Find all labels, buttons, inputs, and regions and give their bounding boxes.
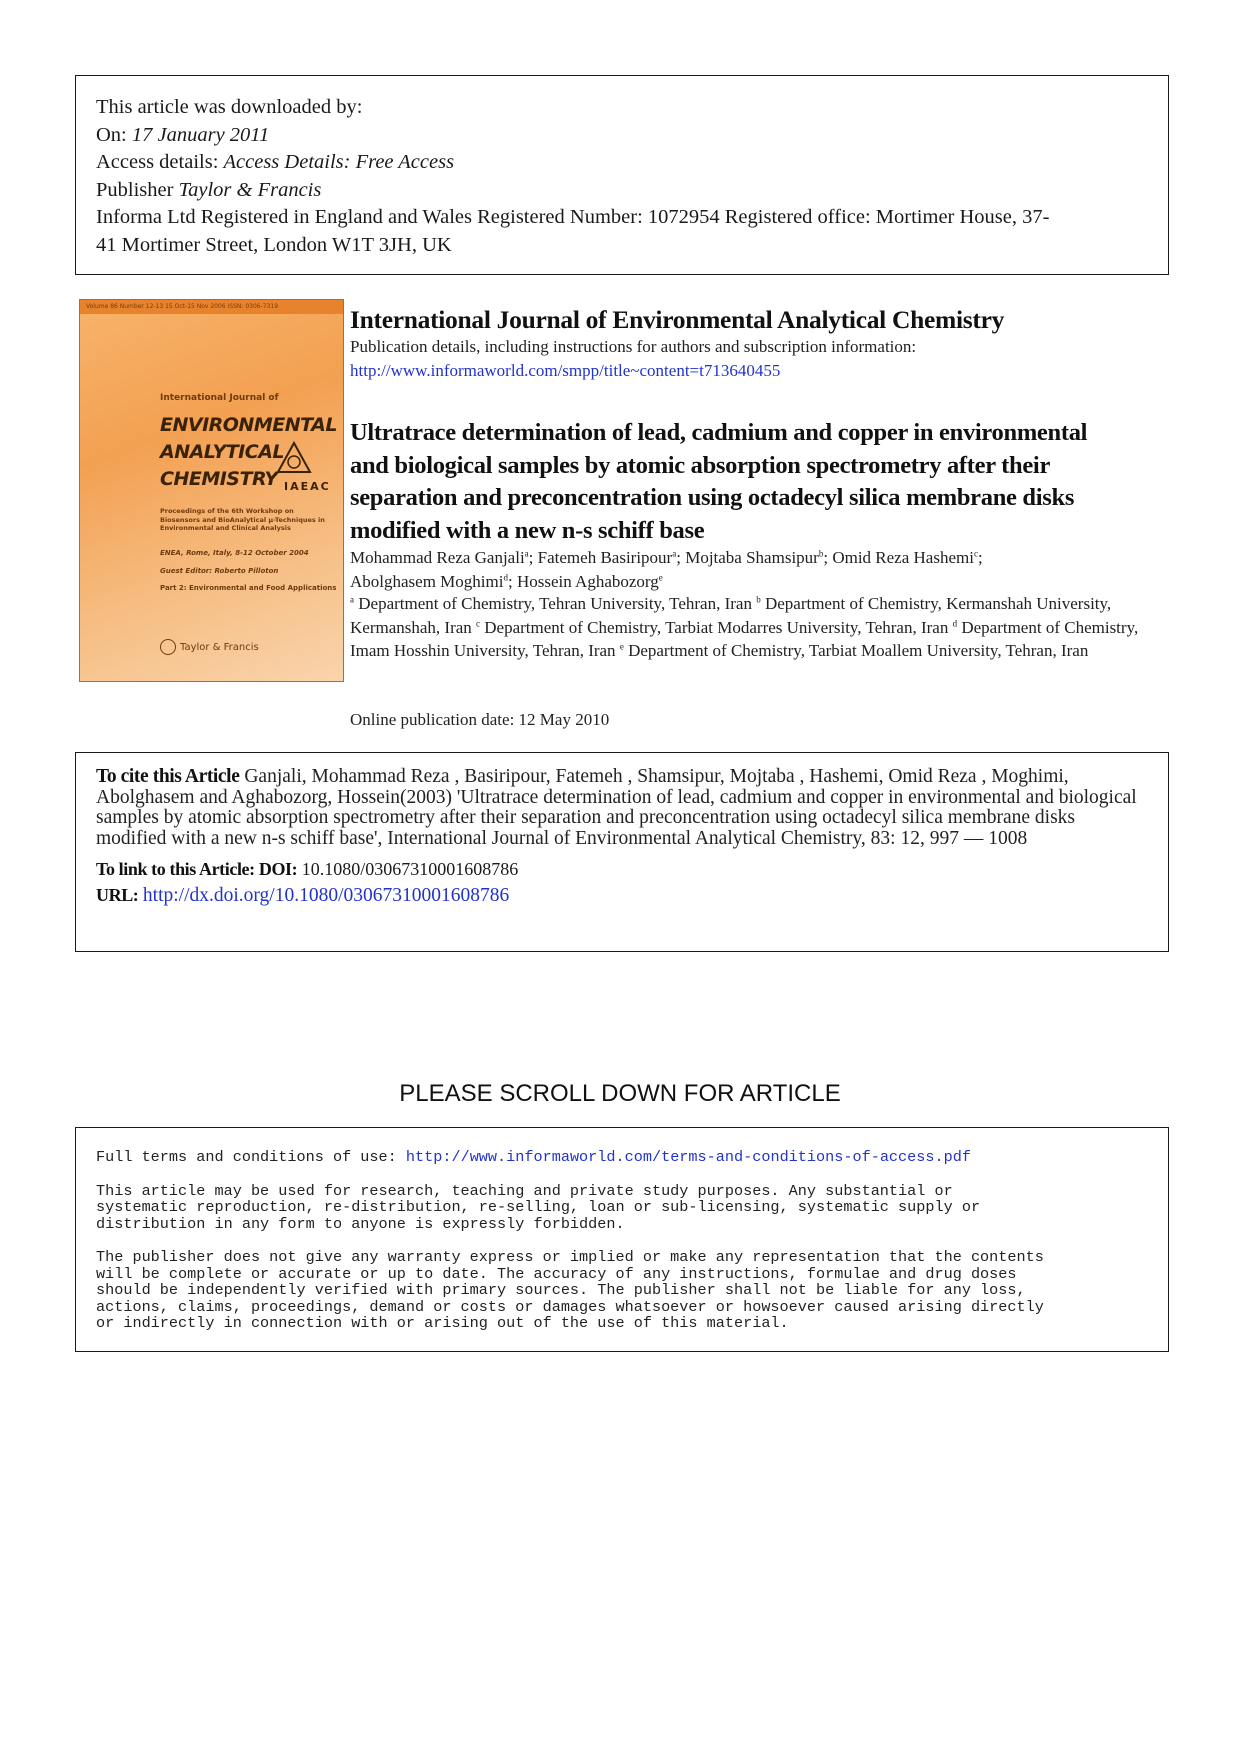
affiliation-mark: c: [476, 617, 481, 628]
online-publication-date: Online publication date: 12 May 2010: [350, 710, 610, 729]
affiliation-mark: d: [952, 617, 958, 628]
iaeac-emblem-icon: [276, 440, 312, 476]
cover-small-title: International Journal of: [160, 393, 279, 403]
cover-proceedings: Proceedings of the 6th Workshop on Biosensors and BioAnalytical µ-Techniques in Environmental and Clinical Analysis: [160, 507, 325, 532]
author-affiliation-mark: a: [672, 548, 677, 559]
terms-paragraph-line: or indirectly in connection with or arising out of the use of this material.: [96, 1314, 789, 1332]
download-date-line: [96, 122, 1148, 150]
author-separator: ;: [676, 548, 686, 567]
doi-value: 10.1080/03067310001608786: [297, 859, 519, 879]
access-details-line: [96, 149, 1148, 177]
paragraph-gap: [96, 1232, 1148, 1249]
url-label: URL:: [96, 885, 139, 905]
terms-label: Full terms and conditions of use:: [96, 1148, 406, 1166]
cite-label: To cite this Article: [96, 766, 240, 787]
doi-url-link[interactable]: http://dx.doi.org/10.1080/03067310001608786: [142, 885, 510, 906]
author-name: Abolghasem Moghimi: [350, 571, 504, 591]
affiliation-mark: e: [619, 641, 624, 652]
link-label: To link to this Article: DOI:: [96, 859, 298, 879]
journal-title: International Journal of Environmental Analytical Chemistry: [350, 305, 1005, 334]
affiliation-text: Department of Chemistry, Tehran University, Tehran, Iran: [354, 594, 757, 613]
citation-text: [96, 767, 1148, 849]
download-date: 17 January 2011: [131, 123, 270, 146]
affiliation-mark: a: [350, 594, 354, 605]
cover-part: Part 2: Environmental and Food Applications: [160, 584, 337, 592]
author-separator: ;: [977, 548, 983, 567]
terms-paragraph-line: distribution in any form to anyone is expressly forbidden.: [96, 1214, 625, 1233]
affiliation-text: Department of Chemistry, Imam Hosshin University, Tehran, Iran: [350, 617, 1139, 660]
affiliation-text: Department of Chemistry, Tarbiat Modarres University, Tehran, Iran: [480, 617, 953, 637]
download-info-box: [75, 75, 1169, 275]
journal-url-link[interactable]: http://www.informaworld.com/smpp/title~content=t713640455: [350, 361, 781, 380]
affiliation-text: Department of Chemistry, Tarbiat Moallem University, Tehran, Iran: [623, 641, 1089, 660]
publication-details: Publication details, including instructions for authors and subscription information:: [350, 337, 917, 356]
terms-paragraph-line: The publisher does not give any warranty express or implied or make any representation that the contents: [96, 1248, 1044, 1266]
scroll-down-notice: PLEASE SCROLL DOWN FOR ARTICLE: [399, 1080, 841, 1107]
author-line: [350, 570, 1165, 594]
paragraph-gap: [96, 1166, 1148, 1183]
url-line: [96, 883, 1148, 908]
affiliation-list: [350, 592, 1170, 663]
author-line: [350, 546, 1165, 570]
author-name: Mojtaba Shamsipur: [685, 548, 819, 567]
terms-paragraph-line: will be complete or accurate or up to date. The accuracy of any instructions, formulae and drug doses: [96, 1264, 1017, 1283]
cover-publisher-name: Taylor & Francis: [180, 641, 259, 653]
article-title-line: modified with a new n-s schiff base: [350, 516, 705, 544]
taylor-francis-logo-icon: [160, 639, 176, 655]
affiliation-text: Department of Chemistry, Kermanshah University, Kermanshah, Iran: [350, 594, 1112, 637]
cover-iaeac: IAEAC: [284, 480, 331, 493]
author-name: Omid Reza Hashemi: [832, 548, 974, 567]
registered-office-line-1: Informa Ltd Registered in England and Wales Registered Number: 1072954 Registered office: Mortimer House, 37-: [96, 206, 1050, 228]
cover-publisher-logo: [160, 639, 259, 655]
author-affiliation-mark: a: [524, 548, 529, 559]
terms-box: [75, 1127, 1169, 1352]
cover-title-line-1: ENVIRONMENTAL: [160, 414, 337, 436]
author-name: Hossein Aghabozorg: [516, 571, 659, 591]
on-label: On:: [96, 123, 127, 146]
affiliation-mark: b: [756, 594, 761, 605]
terms-paragraph-line: systematic reproduction, re-distribution, re-selling, loan or sub-licensing, systematic supply or: [96, 1198, 981, 1216]
terms-line: [96, 1149, 1148, 1166]
publisher-line: [96, 177, 1148, 205]
author-separator: ;: [528, 548, 538, 567]
author-affiliation-mark: e: [658, 571, 663, 582]
registered-office-line-2: 41 Mortimer Street, London W1T 3JH, UK: [96, 233, 452, 256]
article-title-line: and biological samples by atomic absorption spectrometry after their: [350, 451, 1051, 479]
cover-issue-strip: Volume 86 Number 12-13 15 Oct-15 Nov 2006 ISSN: 0306-7319: [80, 300, 343, 314]
author-separator: ;: [823, 548, 833, 567]
journal-cover-image: [79, 299, 344, 682]
publisher-label: Publisher: [96, 178, 174, 201]
article-title-line: Ultratrace determination of lead, cadmium and copper in environmental: [350, 419, 1088, 446]
access-value: Access Details: Free Access: [223, 151, 455, 173]
terms-url-link[interactable]: http://www.informaworld.com/terms-and-conditions-of-access.pdf: [405, 1148, 971, 1166]
terms-paragraph-line: actions, claims, proceedings, demand or costs or damages whatsoever or howsoever caused arising directly: [96, 1297, 1044, 1316]
article-title-line: separation and preconcentration using octadecyl silica membrane disks: [350, 484, 1075, 511]
doi-line: [96, 857, 1148, 881]
author-name: Mohammad Reza Ganjali: [350, 548, 525, 567]
author-name: Fatemeh Basiripour: [537, 548, 673, 567]
author-affiliation-mark: d: [503, 571, 508, 582]
author-separator: ;: [507, 571, 517, 591]
cover-title-line-2: ANALYTICAL: [160, 441, 285, 463]
cover-enea: ENEA, Rome, Italy, 8-12 October 2004: [160, 549, 309, 557]
downloaded-by-line: This article was downloaded by:: [96, 96, 363, 118]
cover-title-line-3: CHEMISTRY: [160, 468, 278, 490]
cover-editor: Guest Editor: Roberto Pilloton: [160, 567, 279, 575]
publisher-value: Taylor & Francis: [178, 178, 322, 201]
cite-body: Ganjali, Mohammad Reza , Basiripour, Fatemeh , Shamsipur, Mojtaba , Hashemi, Omid Reza , Moghimi, Abolghasem and Aghabozorg, Hossein(2003) 'Ultratrace determination of lead, cadmium and copper in environmental and biological samples by atomic absorption spectrometry after their separation and preconcentration using octadecyl silica membrane disks modified with a new n-s schiff base', International Journal of Environmental Analytical Chemistry, 83: 12, 997 — 1008: [96, 766, 1137, 849]
access-label: Access details:: [96, 151, 219, 173]
author-list: [350, 546, 1165, 593]
citation-box: [75, 752, 1169, 952]
article-title: [350, 417, 1165, 547]
terms-paragraph-line: This article may be used for research, teaching and private study purposes. Any substantial or: [96, 1181, 953, 1200]
author-affiliation-mark: c: [973, 548, 978, 559]
author-affiliation-mark: b: [818, 548, 824, 559]
terms-paragraph-line: should be independently verified with primary sources. The publisher shall not be liable for any loss,: [96, 1281, 1026, 1299]
